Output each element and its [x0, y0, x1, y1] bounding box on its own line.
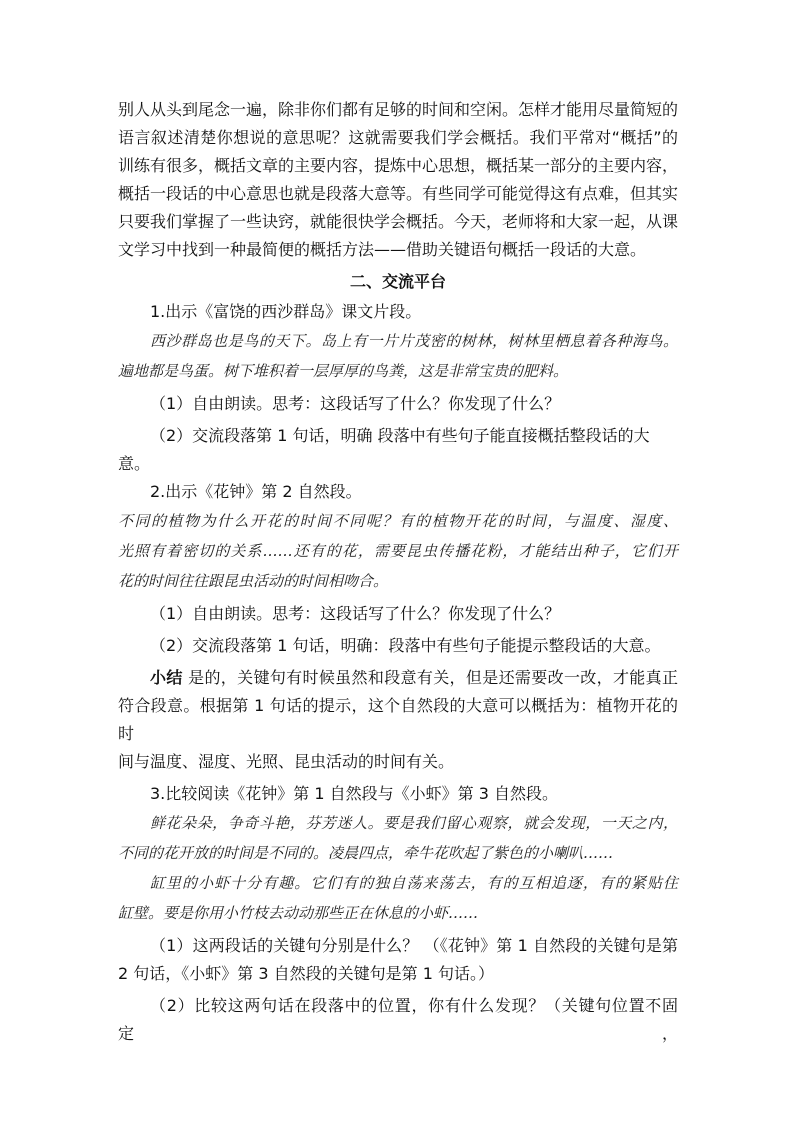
passage-line: 缸里的小虾十分有趣。它们有的独自荡来荡去，有的互相追逐，有的紧贴住 — [150, 874, 678, 892]
item3-passage-2 — [118, 868, 678, 928]
item1-question-1: （1）自由朗读。思考：这段话写了什么？你发现了什么？ — [150, 394, 561, 413]
passage-line: 遍地都是鸟蛋。树下堆积着一层厚厚的鸟粪，这是非常宝贵的肥料。 — [118, 362, 569, 380]
intro-line: 训练有很多，概括文章的主要内容，提炼中心思想，概括某一部分的主要内容， — [118, 156, 679, 175]
summary-line: 符合段意。根据第 1 句话的提示，这个自然段的大意可以概括为：植物开花的时 — [118, 696, 678, 743]
item1-passage — [118, 326, 678, 386]
item3-passage-1 — [118, 808, 678, 868]
document-page — [118, 96, 678, 1048]
passage-line: 花的时间往往跟昆虫活动的时间相吻合。 — [118, 572, 389, 590]
item3-question-1-cont: 2 句话，《小虾》第 3 自然段的关键句是第 1 句话。） — [118, 964, 494, 983]
item1-title: 1.出示《富饶的西沙群岛》课文片段。 — [150, 302, 422, 321]
summary-line — [118, 664, 678, 692]
intro-line: 文学习中找到一种最简便的概括方法——借助关键语句概括一段话的大意。 — [118, 240, 647, 259]
passage-line: 不同的植物为什么开花的时间不同呢？有的植物开花的时间，与温度、湿度、 — [118, 512, 678, 530]
item2-title: 2.出示《花钟》第 2 自然段。 — [150, 482, 362, 501]
intro-line: 概括一段话的中心意思也就是段落大意等。有些同学可能觉得这有点难，但其实 — [118, 184, 679, 203]
summary-text: 是的，关键句有时候虽然和段意有关，但是还需要改一改，才能真正 — [182, 668, 678, 687]
item3-question-2: （2）比较这两句话在段落中的位置，你有什么发现？（关键句位置不固定， — [118, 996, 678, 1043]
passage-line: 西沙群岛也是鸟的天下。岛上有一片片茂密的树林，树林里栖息着各种海鸟。 — [150, 332, 678, 350]
item3-title: 3.比较阅读《花钟》第 1 自然段与《小虾》第 3 自然段。 — [150, 784, 558, 803]
passage-line: 不同的花开放的时间是不同的。凌晨四点，牵牛花吹起了紫色的小喇叭…… — [118, 844, 614, 862]
section-heading: 二、交流平台 — [349, 272, 446, 291]
intro-line: 只要我们掌握了一些诀窍，就能很快学会概括。今天，老师将和大家一起，从课 — [118, 212, 679, 231]
summary-line: 间与温度、湿度、光照、昆虫活动的时间有关。 — [118, 752, 455, 771]
intro-line: 别人从头到尾念一遍，除非你们都有足够的时间和空闲。怎样才能用尽量简短的 — [118, 100, 679, 119]
item2-question-2: （2）交流段落第 1 句话，明确：段落中有些句子能提示整段话的大意。 — [150, 636, 661, 655]
item2-passage — [118, 506, 678, 596]
summary-label: 小结 — [150, 668, 183, 687]
passage-line: 鲜花朵朵，争奇斗艳，芬芳迷人。要是我们留心观察，就会发现，一天之内， — [150, 814, 678, 832]
intro-line: 语言叙述清楚你想说的意思呢？这就需要我们学会概括。我们平常对“概括”的 — [118, 128, 678, 147]
passage-line: 缸壁。要是你用小竹枝去动动那些正在休息的小虾…… — [118, 904, 479, 922]
item3-question-1: （1）这两段话的关键句分别是什么？ （《花钟》第 1 自然段的关键句是第 — [150, 936, 678, 955]
item2-question-1: （1）自由朗读。思考：这段话写了什么？你发现了什么？ — [150, 604, 561, 623]
item1-question-2: （2）交流段落第 1 句话，明确 段落中有些句子能直接概括整段话的大意。 — [118, 426, 650, 473]
passage-line: 光照有着密切的关系……还有的花，需要昆虫传播花粉，才能结出种子，它们开 — [118, 542, 678, 560]
